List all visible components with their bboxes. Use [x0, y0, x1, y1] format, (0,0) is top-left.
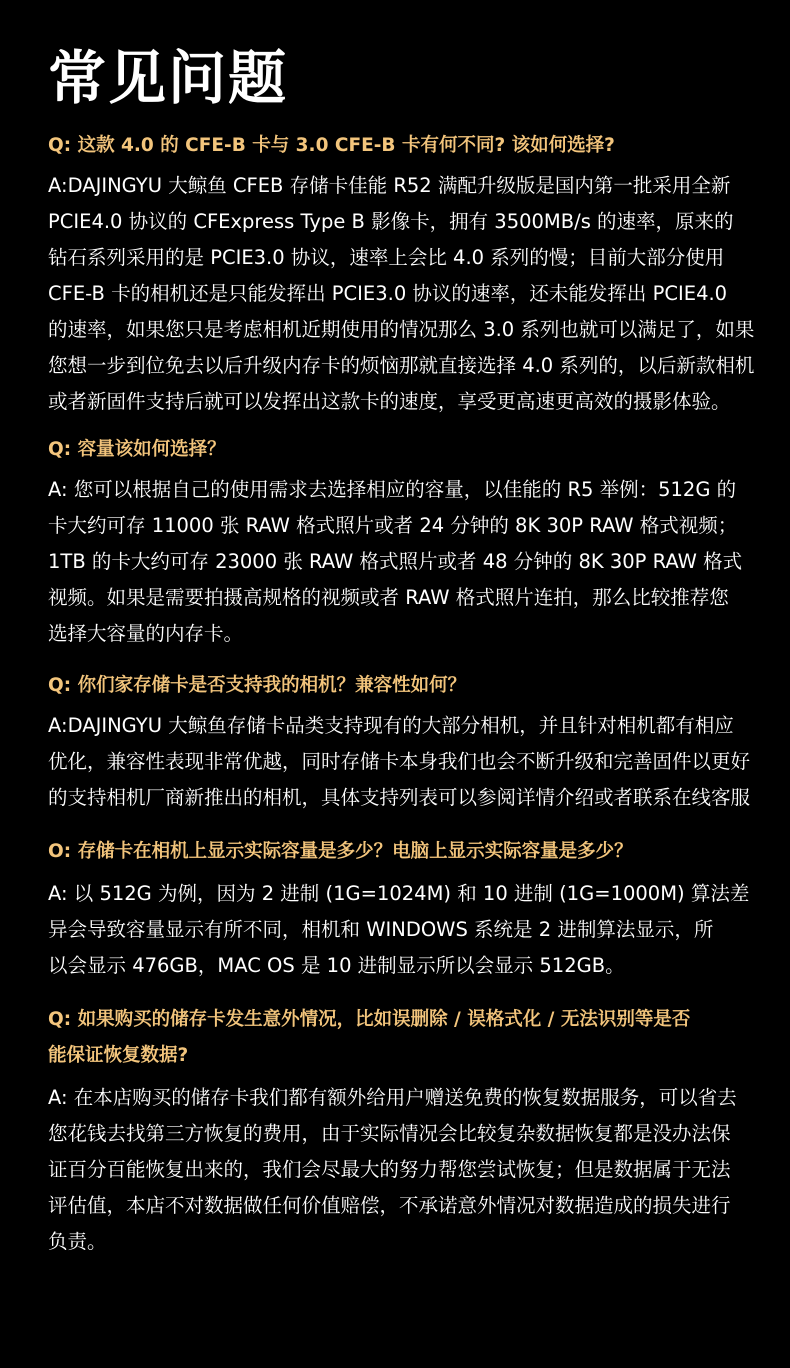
answer-line: 您想一步到位免去以后升级内存卡的烦恼那就直接选择 4.0 系列的，以后新款相机 — [48, 354, 755, 377]
faq-list — [48, 128, 778, 1260]
question-line: Q: 这款 4.0 的 CFE-B 卡与 3.0 CFE-B 卡有何不同? 该如何选择? — [48, 135, 615, 156]
answer-line: 钻石系列采用的是 PCIE3.0 协议，速率上会比 4.0 系列的慢；目前大部分使用 — [48, 246, 725, 269]
faq-answer — [48, 1080, 778, 1260]
answer-line: A: 您可以根据自己的使用需求去选择相应的容量，以佳能的 R5 举例：512G 的 — [48, 478, 737, 501]
question-line: 能保证恢复数据? — [48, 1045, 189, 1066]
faq-question — [48, 668, 778, 704]
faq-answer — [48, 472, 778, 652]
faq-question — [48, 1002, 778, 1074]
faq-question — [48, 128, 778, 164]
answer-line: 选择大容量的内存卡。 — [48, 622, 244, 645]
answer-line: 您花钱去找第三方恢复的费用，由于实际情况会比较复杂数据恢复都是没办法保 — [48, 1122, 731, 1145]
faq-item-format-difference — [48, 128, 778, 420]
answer-line: 评估值，本店不对数据做任何价值赔偿，不承诺意外情况对数据造成的损失进行 — [48, 1194, 731, 1217]
answer-line: A:DAJINGYU 大鲸鱼 CFEB 存储卡佳能 R52 满配升级版是国内第一批采用全新 — [48, 174, 731, 197]
answer-line: 证百分百能恢复出来的，我们会尽最大的努力帮您尝试恢复；但是数据属于无法 — [48, 1158, 731, 1181]
faq-answer — [48, 876, 778, 984]
faq-answer — [48, 708, 778, 816]
answer-line: 异会导致容量显示有所不同，相机和 WINDOWS 系统是 2 进制算法显示，所 — [48, 918, 714, 941]
answer-line: 视频。如果是需要拍摄高规格的视频或者 RAW 格式照片连拍，那么比较推荐您 — [48, 586, 729, 609]
faq-answer — [48, 168, 778, 420]
question-line: Q: 如果购买的储存卡发生意外情况，比如误删除 / 误格式化 / 无法识别等是否 — [48, 1009, 691, 1030]
answer-line: 的支持相机厂商新推出的相机，具体支持列表可以参阅详情介绍或者联系在线客服 — [48, 786, 751, 809]
answer-line: 优化，兼容性表现非常优越，同时存储卡本身我们也会不断升级和完善固件以更好 — [48, 750, 751, 773]
faq-item-data-recovery — [48, 1002, 778, 1260]
answer-line: 以会显示 476GB，MAC OS 是 10 进制显示所以会显示 512GB。 — [48, 954, 625, 977]
answer-line: A:DAJINGYU 大鲸鱼存储卡品类支持现有的大部分相机，并且针对相机都有相应 — [48, 714, 734, 737]
answer-line: 或者新固件支持后就可以发挥出这款卡的速度，享受更高速更高效的摄影体验。 — [48, 390, 731, 413]
answer-line: 卡大约可存 11000 张 RAW 格式照片或者 24 分钟的 8K 30P RAW 格式视频； — [48, 514, 738, 537]
faq-item-displayed-capacity — [48, 834, 778, 984]
answer-line: A: 以 512G 为例，因为 2 进制 (1G=1024M) 和 10 进制 (1G=1000M) 算法差 — [48, 882, 750, 905]
answer-line: CFE-B 卡的相机还是只能发挥出 PCIE3.0 协议的速率，还未能发挥出 PCIE4.0 — [48, 282, 728, 305]
page-title: 常见问题 — [48, 44, 289, 112]
answer-line: 1TB 的卡大约可存 23000 张 RAW 格式照片或者 48 分钟的 8K 30P RAW 格式 — [48, 550, 743, 573]
question-line: Q: 你们家存储卡是否支持我的相机？兼容性如何？ — [48, 675, 467, 696]
faq-item-capacity — [48, 432, 778, 652]
faq-item-compatibility — [48, 668, 778, 816]
answer-line: A: 在本店购买的储存卡我们都有额外给用户赠送免费的恢复数据服务，可以省去 — [48, 1086, 737, 1109]
faq-question — [48, 834, 778, 870]
question-line: O: 存储卡在相机上显示实际容量是多少？电脑上显示实际容量是多少？ — [48, 841, 633, 862]
faq-question — [48, 432, 778, 468]
answer-line: 的速率，如果您只是考虑相机近期使用的情况那么 3.0 系列也就可以满足了，如果 — [48, 318, 755, 341]
answer-line: 负责。 — [48, 1230, 107, 1253]
answer-line: PCIE4.0 协议的 CFExpress Type B 影像卡，拥有 3500MB/s 的速率，原来的 — [48, 210, 734, 233]
question-line: Q: 容量该如何选择？ — [48, 439, 226, 460]
